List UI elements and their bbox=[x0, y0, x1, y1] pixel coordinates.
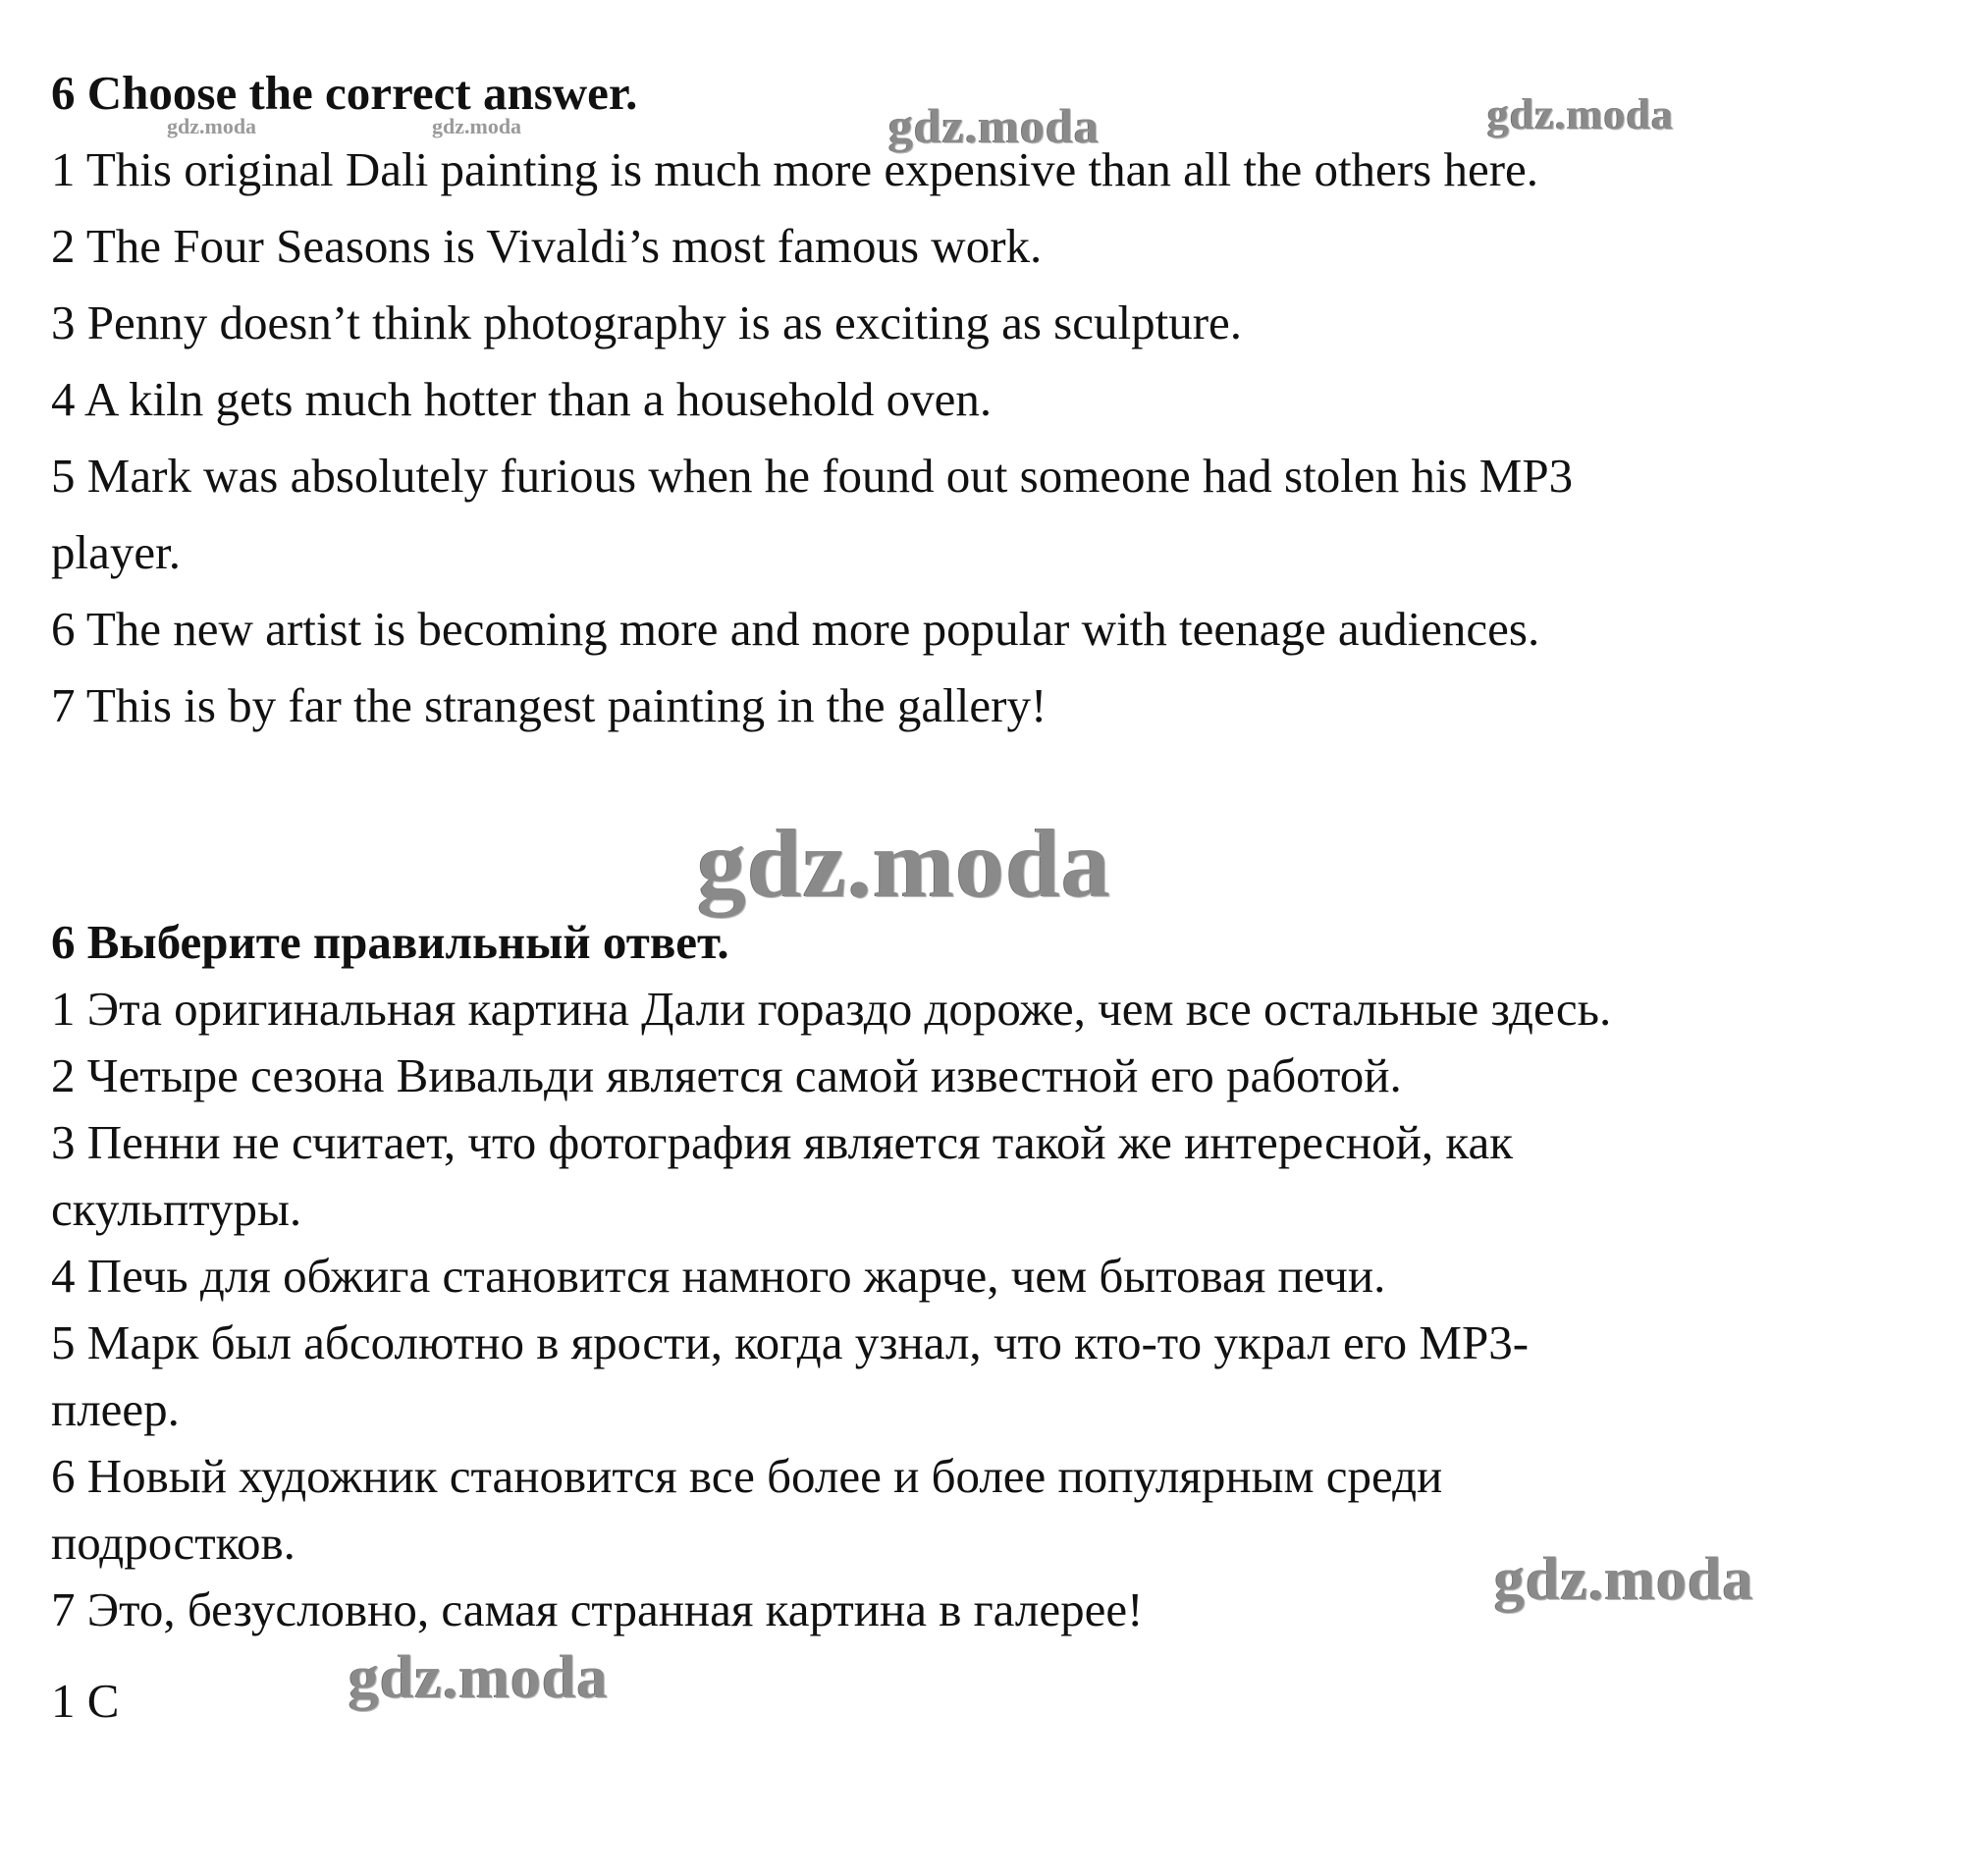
english-line-7: 7 This is by far the strangest painting in the gallery! bbox=[51, 678, 1048, 732]
answer-text: 1 C bbox=[51, 1674, 120, 1728]
english-line-1: 1 This original Dali painting is much more expensive than all the others here. bbox=[51, 142, 1539, 196]
watermark-logo: gdz.moda bbox=[167, 114, 257, 138]
russian-line-7: 7 Это, безусловно, самая странная картина в галерее! bbox=[51, 1582, 1144, 1636]
english-line-5: 5 Mark was absolutely furious when he found out someone had stolen his MP3 bbox=[51, 449, 1574, 503]
russian-line-5: 5 Марк был абсолютно в ярости, когда узнал, что кто-то украл его MP3- bbox=[51, 1315, 1530, 1369]
russian-line-3-continued: скульптуры. bbox=[51, 1182, 302, 1236]
english-line-5-continued: player. bbox=[51, 525, 181, 579]
watermark-logo: gdz.moda bbox=[697, 809, 1111, 918]
russian-heading: 6 Выберите правильный ответ. bbox=[51, 915, 729, 969]
english-heading: 6 Choose the correct answer. bbox=[51, 66, 638, 120]
russian-line-6-continued: подростков. bbox=[51, 1516, 296, 1570]
russian-line-1: 1 Эта оригинальная картина Дали гораздо дороже, чем все остальные здесь. bbox=[51, 982, 1612, 1036]
russian-line-2: 2 Четыре сезона Вивальди является самой известной его работой. bbox=[51, 1048, 1402, 1102]
watermark-logo: gdz.moda bbox=[432, 114, 522, 138]
watermark-logo: gdz.moda bbox=[1494, 1546, 1754, 1613]
english-line-2: 2 The Four Seasons is Vivaldi’s most famous work. bbox=[51, 219, 1043, 273]
english-line-6: 6 The new artist is becoming more and more popular with teenage audiences. bbox=[51, 602, 1540, 656]
watermark-logo: gdz.moda bbox=[349, 1644, 609, 1711]
russian-line-5-continued: плеер. bbox=[51, 1382, 180, 1436]
russian-line-4: 4 Печь для обжига становится намного жарче, чем бытовая печи. bbox=[51, 1249, 1386, 1303]
russian-line-3: 3 Пенни не считает, что фотография является такой же интересной, как bbox=[51, 1115, 1513, 1169]
watermark-logo: gdz.moda bbox=[888, 98, 1100, 153]
watermark-logo: gdz.moda bbox=[1487, 90, 1675, 138]
russian-line-6: 6 Новый художник становится все более и более популярным среди bbox=[51, 1449, 1443, 1503]
english-line-4: 4 A kiln gets much hotter than a household oven. bbox=[51, 372, 993, 426]
english-line-3: 3 Penny doesn’t think photography is as exciting as sculpture. bbox=[51, 295, 1243, 349]
